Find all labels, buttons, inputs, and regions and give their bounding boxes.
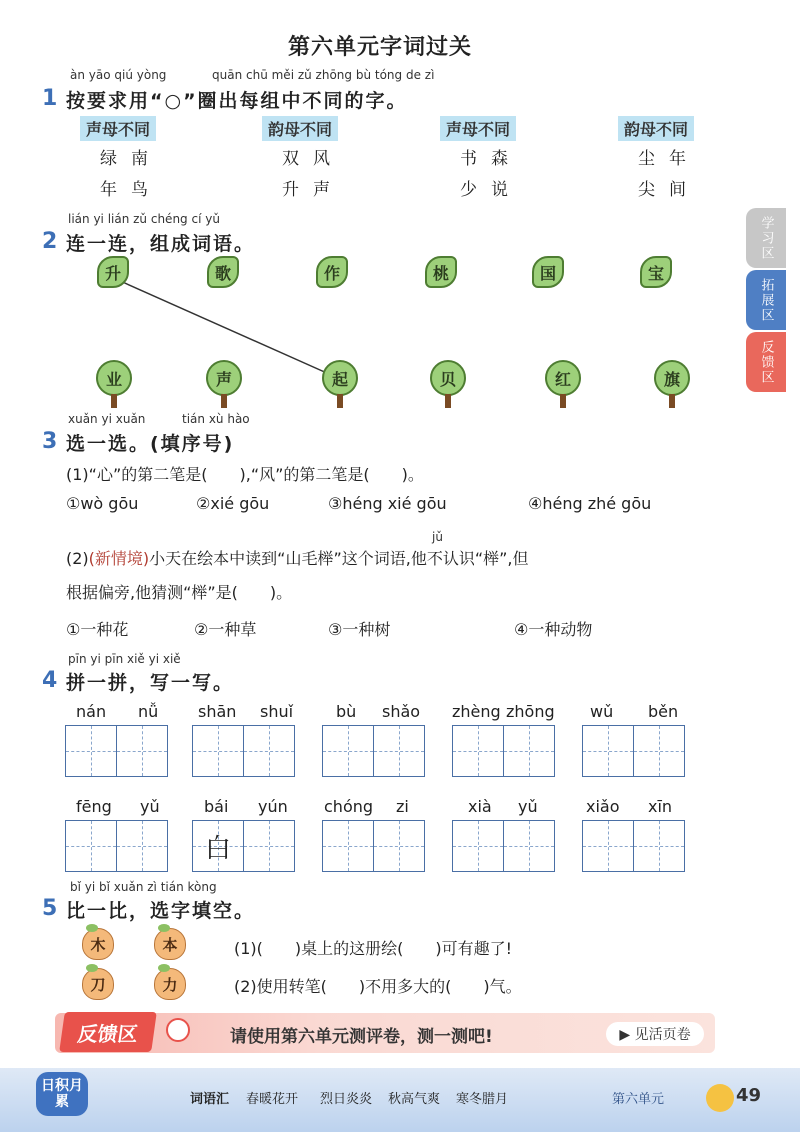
grid-pinyin: bái <box>204 797 229 816</box>
cell-char <box>244 821 294 871</box>
cell-char: 白 <box>204 833 231 864</box>
cell-char <box>583 726 633 776</box>
tree-word-label: 声 <box>206 360 242 396</box>
s1-pair[interactable]: 升声 <box>282 180 344 200</box>
s1-group-tag: 韵母不同 <box>618 116 694 141</box>
feedback-text: 请使用第六单元测评卷，测一测吧! <box>230 1027 493 1047</box>
writing-cell[interactable] <box>65 820 117 872</box>
writing-cell[interactable] <box>243 820 295 872</box>
s1-pair[interactable]: 尘年 <box>638 149 700 169</box>
s3-q2-text: 小天在绘本中读到“山毛榉”这个词语,他不认识“榉”,但 <box>149 549 529 568</box>
s3-q1-option[interactable]: ①wò gōu <box>66 494 139 513</box>
leaf-word[interactable]: 升 <box>97 256 129 288</box>
tree-word-label: 业 <box>96 360 132 396</box>
s3-q2-option[interactable]: ③一种树 <box>328 620 391 639</box>
s1-question: 按要求用“○”圈出每组中不同的字。 <box>66 90 408 112</box>
peach-label: 刀 <box>82 968 114 1000</box>
s4-pinyin: pīn yi pīn xiě yi xiě <box>68 652 181 666</box>
footer-label: 词语汇 <box>190 1092 230 1107</box>
section-number-2: 2 <box>42 229 58 254</box>
s5-q2: (2)使用转笔( )不用多大的( )气。 <box>234 977 522 996</box>
writing-grid[interactable] <box>192 820 293 872</box>
writing-cell[interactable] <box>192 725 244 777</box>
writing-cell[interactable] <box>373 725 425 777</box>
s1-pair[interactable]: 年鸟 <box>100 180 162 200</box>
grid-pinyin: fēng <box>76 797 112 816</box>
section-number-1: 1 <box>42 86 58 111</box>
cell-char <box>374 821 424 871</box>
grid-pinyin: xīn <box>648 797 673 816</box>
tree-word-label: 起 <box>322 360 358 396</box>
s3-q2-option[interactable]: ①一种花 <box>66 620 129 639</box>
s2-question: 连一连，组成词语。 <box>66 233 256 255</box>
section-number-5: 5 <box>42 896 58 921</box>
grid-pinyin: chóng <box>324 797 374 816</box>
peach-label: 本 <box>154 928 186 960</box>
grid-pinyin: nán <box>76 702 107 721</box>
writing-cell[interactable] <box>503 820 555 872</box>
s5-q1: (1)( )桌上的这册绘( )可有趣了! <box>234 939 513 958</box>
s3-q1-option[interactable]: ④héng zhé gōu <box>528 494 652 513</box>
cell-char <box>634 726 684 776</box>
footer-word: 烈日炎炎 <box>320 1092 373 1107</box>
s1-pair[interactable]: 绿南 <box>100 149 162 169</box>
writing-cell[interactable] <box>633 820 685 872</box>
side-tab-expand[interactable]: 拓展区 <box>746 270 786 330</box>
writing-cell[interactable] <box>116 820 168 872</box>
writing-cell[interactable] <box>243 725 295 777</box>
grid-pinyin: xiǎo <box>586 797 620 816</box>
leaf-word[interactable]: 作 <box>316 256 348 288</box>
tree-trunk <box>669 394 675 408</box>
s3-q2-line2: 根据偏旁,他猜测“榉”是( )。 <box>66 583 293 602</box>
peach-leaf-icon <box>86 964 98 972</box>
s1-pinyin-b: quān chū měi zǔ zhōng bù tóng de zì <box>212 68 435 82</box>
cell-char <box>504 726 554 776</box>
tree-word[interactable] <box>652 360 692 410</box>
grid-pinyin: bù <box>336 702 357 721</box>
grid-pinyin: wǔ <box>590 702 614 721</box>
footer-word: 春暖花开 <box>246 1092 299 1107</box>
tree-word[interactable] <box>204 360 244 410</box>
page-title: 第六单元字词过关 <box>287 35 472 60</box>
writing-cell[interactable] <box>503 725 555 777</box>
tree-word-label: 红 <box>545 360 581 396</box>
s1-pair[interactable]: 少说 <box>460 180 522 200</box>
s1-group-tag: 韵母不同 <box>262 116 338 141</box>
tree-word-label: 旗 <box>654 360 690 396</box>
peach-char[interactable] <box>154 928 186 960</box>
s3-pinyin-b: tián xù hào <box>182 412 250 426</box>
tree-trunk <box>337 394 343 408</box>
s3-q2-option[interactable]: ④一种动物 <box>514 620 593 639</box>
peach-label: 力 <box>154 968 186 1000</box>
grid-pinyin: shān <box>198 702 237 721</box>
peach-leaf-icon <box>86 924 98 932</box>
s5-pinyin: bǐ yi bǐ xuǎn zì tián kòng <box>70 880 217 894</box>
s3-q1-option[interactable]: ③héng xié gōu <box>328 494 447 513</box>
writing-cell[interactable] <box>633 725 685 777</box>
s1-group-tag: 声母不同 <box>440 116 516 141</box>
footer-word: 寒冬腊月 <box>456 1092 509 1107</box>
s1-pinyin-a: àn yāo qiú yòng <box>70 68 167 82</box>
s3-question: 选一选。(填序号) <box>66 433 235 455</box>
tree-word[interactable] <box>428 360 468 410</box>
leaf-word[interactable]: 桃 <box>425 256 457 288</box>
side-tab-study[interactable]: 学习区 <box>746 208 786 268</box>
writing-cell[interactable] <box>582 820 634 872</box>
writing-cell[interactable] <box>452 820 504 872</box>
cell-char <box>374 726 424 776</box>
grid-pinyin: yún <box>258 797 288 816</box>
peach-leaf-icon <box>158 964 170 972</box>
tree-word[interactable] <box>320 360 360 410</box>
see-loose-leaf-button[interactable]: ▶ 见活页卷 <box>606 1022 704 1046</box>
s1-group-tag: 声母不同 <box>80 116 156 141</box>
writing-cell[interactable] <box>373 820 425 872</box>
s3-pinyin-a: xuǎn yi xuǎn <box>68 412 146 426</box>
feedback-label: 反馈区 <box>59 1012 157 1052</box>
section-number-3: 3 <box>42 429 58 454</box>
grid-pinyin: nǚ <box>138 702 159 721</box>
peach-char[interactable] <box>154 968 186 1000</box>
cell-char <box>504 821 554 871</box>
new-situation-tag: (新情境) <box>88 549 150 568</box>
cell-char <box>323 821 373 871</box>
grid-pinyin: yǔ <box>140 797 160 816</box>
peach-leaf-icon <box>158 924 170 932</box>
side-tab-feedback[interactable]: 反馈区 <box>746 332 786 392</box>
cell-char <box>117 821 167 871</box>
writing-cell[interactable] <box>452 725 504 777</box>
peach-label: 木 <box>82 928 114 960</box>
cell-char <box>244 726 294 776</box>
tree-trunk <box>560 394 566 408</box>
s1-pair[interactable]: 双风 <box>282 149 344 169</box>
tree-trunk <box>221 394 227 408</box>
s3-q1-option[interactable]: ②xié gōu <box>196 494 270 513</box>
peach-char[interactable] <box>82 928 114 960</box>
s3-q2-line1 <box>66 546 529 569</box>
s1-pair[interactable]: 尖间 <box>638 180 700 200</box>
cell-char <box>66 821 116 871</box>
s3-ju-pinyin: jǔ <box>432 530 443 544</box>
grid-pinyin: shuǐ <box>260 702 294 721</box>
cell-char <box>453 726 503 776</box>
writing-grid[interactable] <box>322 725 423 777</box>
cell-char <box>193 726 243 776</box>
page-number: 49 <box>736 1085 762 1106</box>
daily-accumulate-badge: 日积月累 <box>36 1072 88 1116</box>
writing-grid[interactable] <box>65 820 166 872</box>
s1-pair[interactable]: 书森 <box>460 149 522 169</box>
s3-q1: (1)“心”的第二笔是( ),“风”的第二笔是( )。 <box>66 465 424 484</box>
s4-question: 拼一拼，写一写。 <box>66 672 235 694</box>
leaf-word[interactable]: 宝 <box>640 256 672 288</box>
tree-trunk <box>111 394 117 408</box>
writing-grid[interactable] <box>322 820 423 872</box>
s3-q2-prefix: (2) <box>66 549 89 568</box>
tree-word-label: 贝 <box>430 360 466 396</box>
writing-grid[interactable] <box>582 820 683 872</box>
cell-char <box>117 726 167 776</box>
section-number-4: 4 <box>42 668 58 693</box>
footer-unit: 第六单元 <box>612 1092 665 1107</box>
grid-pinyin: yǔ <box>518 797 538 816</box>
grid-pinyin: zhèng <box>452 702 501 721</box>
writing-cell[interactable] <box>322 820 374 872</box>
star-icon <box>706 1084 734 1112</box>
grid-pinyin: zi <box>396 797 409 816</box>
grid-pinyin: shǎo <box>382 702 421 721</box>
writing-grid[interactable] <box>452 820 553 872</box>
connect-line-svg <box>0 0 800 420</box>
writing-grid[interactable] <box>582 725 683 777</box>
grid-pinyin: zhōng <box>506 702 555 721</box>
s2-pinyin: lián yi lián zǔ chéng cí yǔ <box>68 212 220 226</box>
leaf-word[interactable]: 歌 <box>207 256 239 288</box>
writing-grid[interactable] <box>65 725 166 777</box>
cell-char <box>453 821 503 871</box>
cell-char <box>66 726 116 776</box>
cell-char <box>583 821 633 871</box>
writing-grid[interactable] <box>192 725 293 777</box>
footer-word: 秋高气爽 <box>388 1092 441 1107</box>
cell-char <box>323 726 373 776</box>
grid-pinyin: xià <box>468 797 492 816</box>
writing-cell[interactable] <box>322 725 374 777</box>
writing-cell[interactable] <box>116 725 168 777</box>
peach-char[interactable] <box>82 968 114 1000</box>
leaf-word[interactable]: 国 <box>532 256 564 288</box>
cell-char <box>634 821 684 871</box>
s3-q2-option[interactable]: ②一种草 <box>194 620 257 639</box>
tree-trunk <box>445 394 451 408</box>
writing-cell[interactable] <box>192 820 244 872</box>
writing-cell[interactable] <box>582 725 634 777</box>
writing-grid[interactable] <box>452 725 553 777</box>
mascot-icon <box>166 1018 190 1042</box>
tree-word[interactable] <box>94 360 134 410</box>
s5-question: 比一比，选字填空。 <box>66 900 256 922</box>
grid-pinyin: běn <box>648 702 679 721</box>
writing-cell[interactable] <box>65 725 117 777</box>
tree-word[interactable] <box>543 360 583 410</box>
